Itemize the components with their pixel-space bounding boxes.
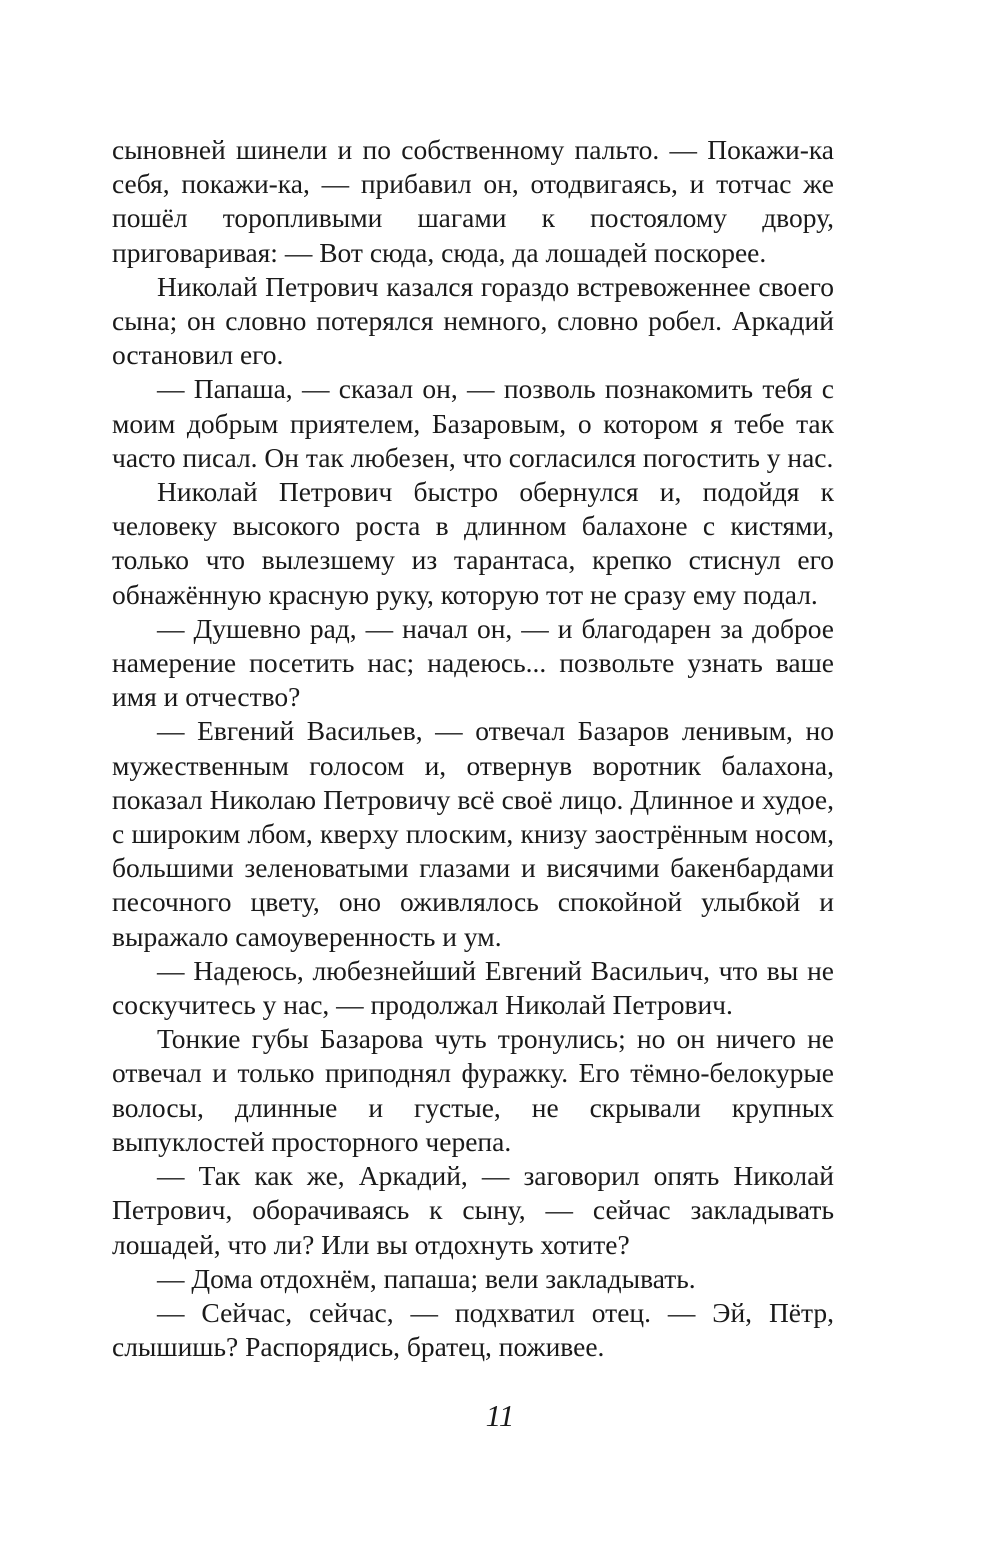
paragraph-2: Николай Петрович казался гораздо встревоженнее своего сына; он словно потерялся немного, словно робел. Аркадий остановил его.	[112, 270, 834, 371]
paragraph-5: — Душевно рад, — начал он, — и благодарен за доброе намерение посетить нас; надеюсь... позвольте узнать ваше имя и отчество?	[112, 612, 834, 713]
paragraph-6: — Евгений Васильев, — отвечал Базаров ленивым, но мужественным голосом и, отвернув воротник балахона, показал Николаю Петровичу всё своё лицо. Длинное и худое, с широким лбом, кверху плоским, книзу заострённым носом, большими зеленоватыми глазами и висячими бакенбардами песочного цвету, оно оживлялось спокойной улыбкой и выражало самоуверенность и ум.	[112, 715, 834, 952]
paragraph-10: — Дома отдохнём, папаша; вели закладывать.	[157, 1262, 696, 1294]
paragraph-7: — Надеюсь, любезнейший Евгений Васильич, что вы не соскучитесь у нас, — продолжал Николай Петрович.	[112, 954, 834, 1021]
paragraph-3: — Папаша, — сказал он, — позволь познакомить тебя с моим добрым приятелем, Базаровым, о котором я тебе так часто писал. Он так любезен, что согласился погостить у нас.	[112, 373, 834, 473]
paragraph-8: Тонкие губы Базарова чуть тронулись; но он ничего не отвечал и только приподнял фуражку. Его тёмно-белокурые волосы, длинные и густые, не скрывали крупных выпуклостей просторного черепа.	[112, 1023, 834, 1157]
paragraph-9: — Так как же, Аркадий, — заговорил опять Николай Петрович, оборачиваясь к сыну, — сейчас закладывать лошадей, что ли? Или вы отдохнуть хотите?	[112, 1160, 834, 1260]
paragraph-4: Николай Петрович быстро обернулся и, подойдя к человеку высокого роста в длинном балахоне с кистями, только что вылезшему из тарантаса, крепко стиснул его обнажённую красную руку, которую тот не сразу ему подал.	[112, 476, 834, 610]
page-number: 11	[485, 1398, 515, 1433]
body-text	[112, 133, 834, 1364]
paragraph-1: сыновней шинели и по собственному пальто. — Покажи-ка себя, покажи-ка, — прибавил он, отодвигаясь, и тотчас же пошёл торопливыми шагами к постоялому двору, приговаривая: — Вот сюда, сюда, да лошадей поскорее.	[112, 134, 834, 268]
paragraph-11: — Сейчас, сейчас, — подхватил отец. — Эй, Пётр, слышишь? Распорядись, братец, поживее.	[112, 1296, 834, 1363]
